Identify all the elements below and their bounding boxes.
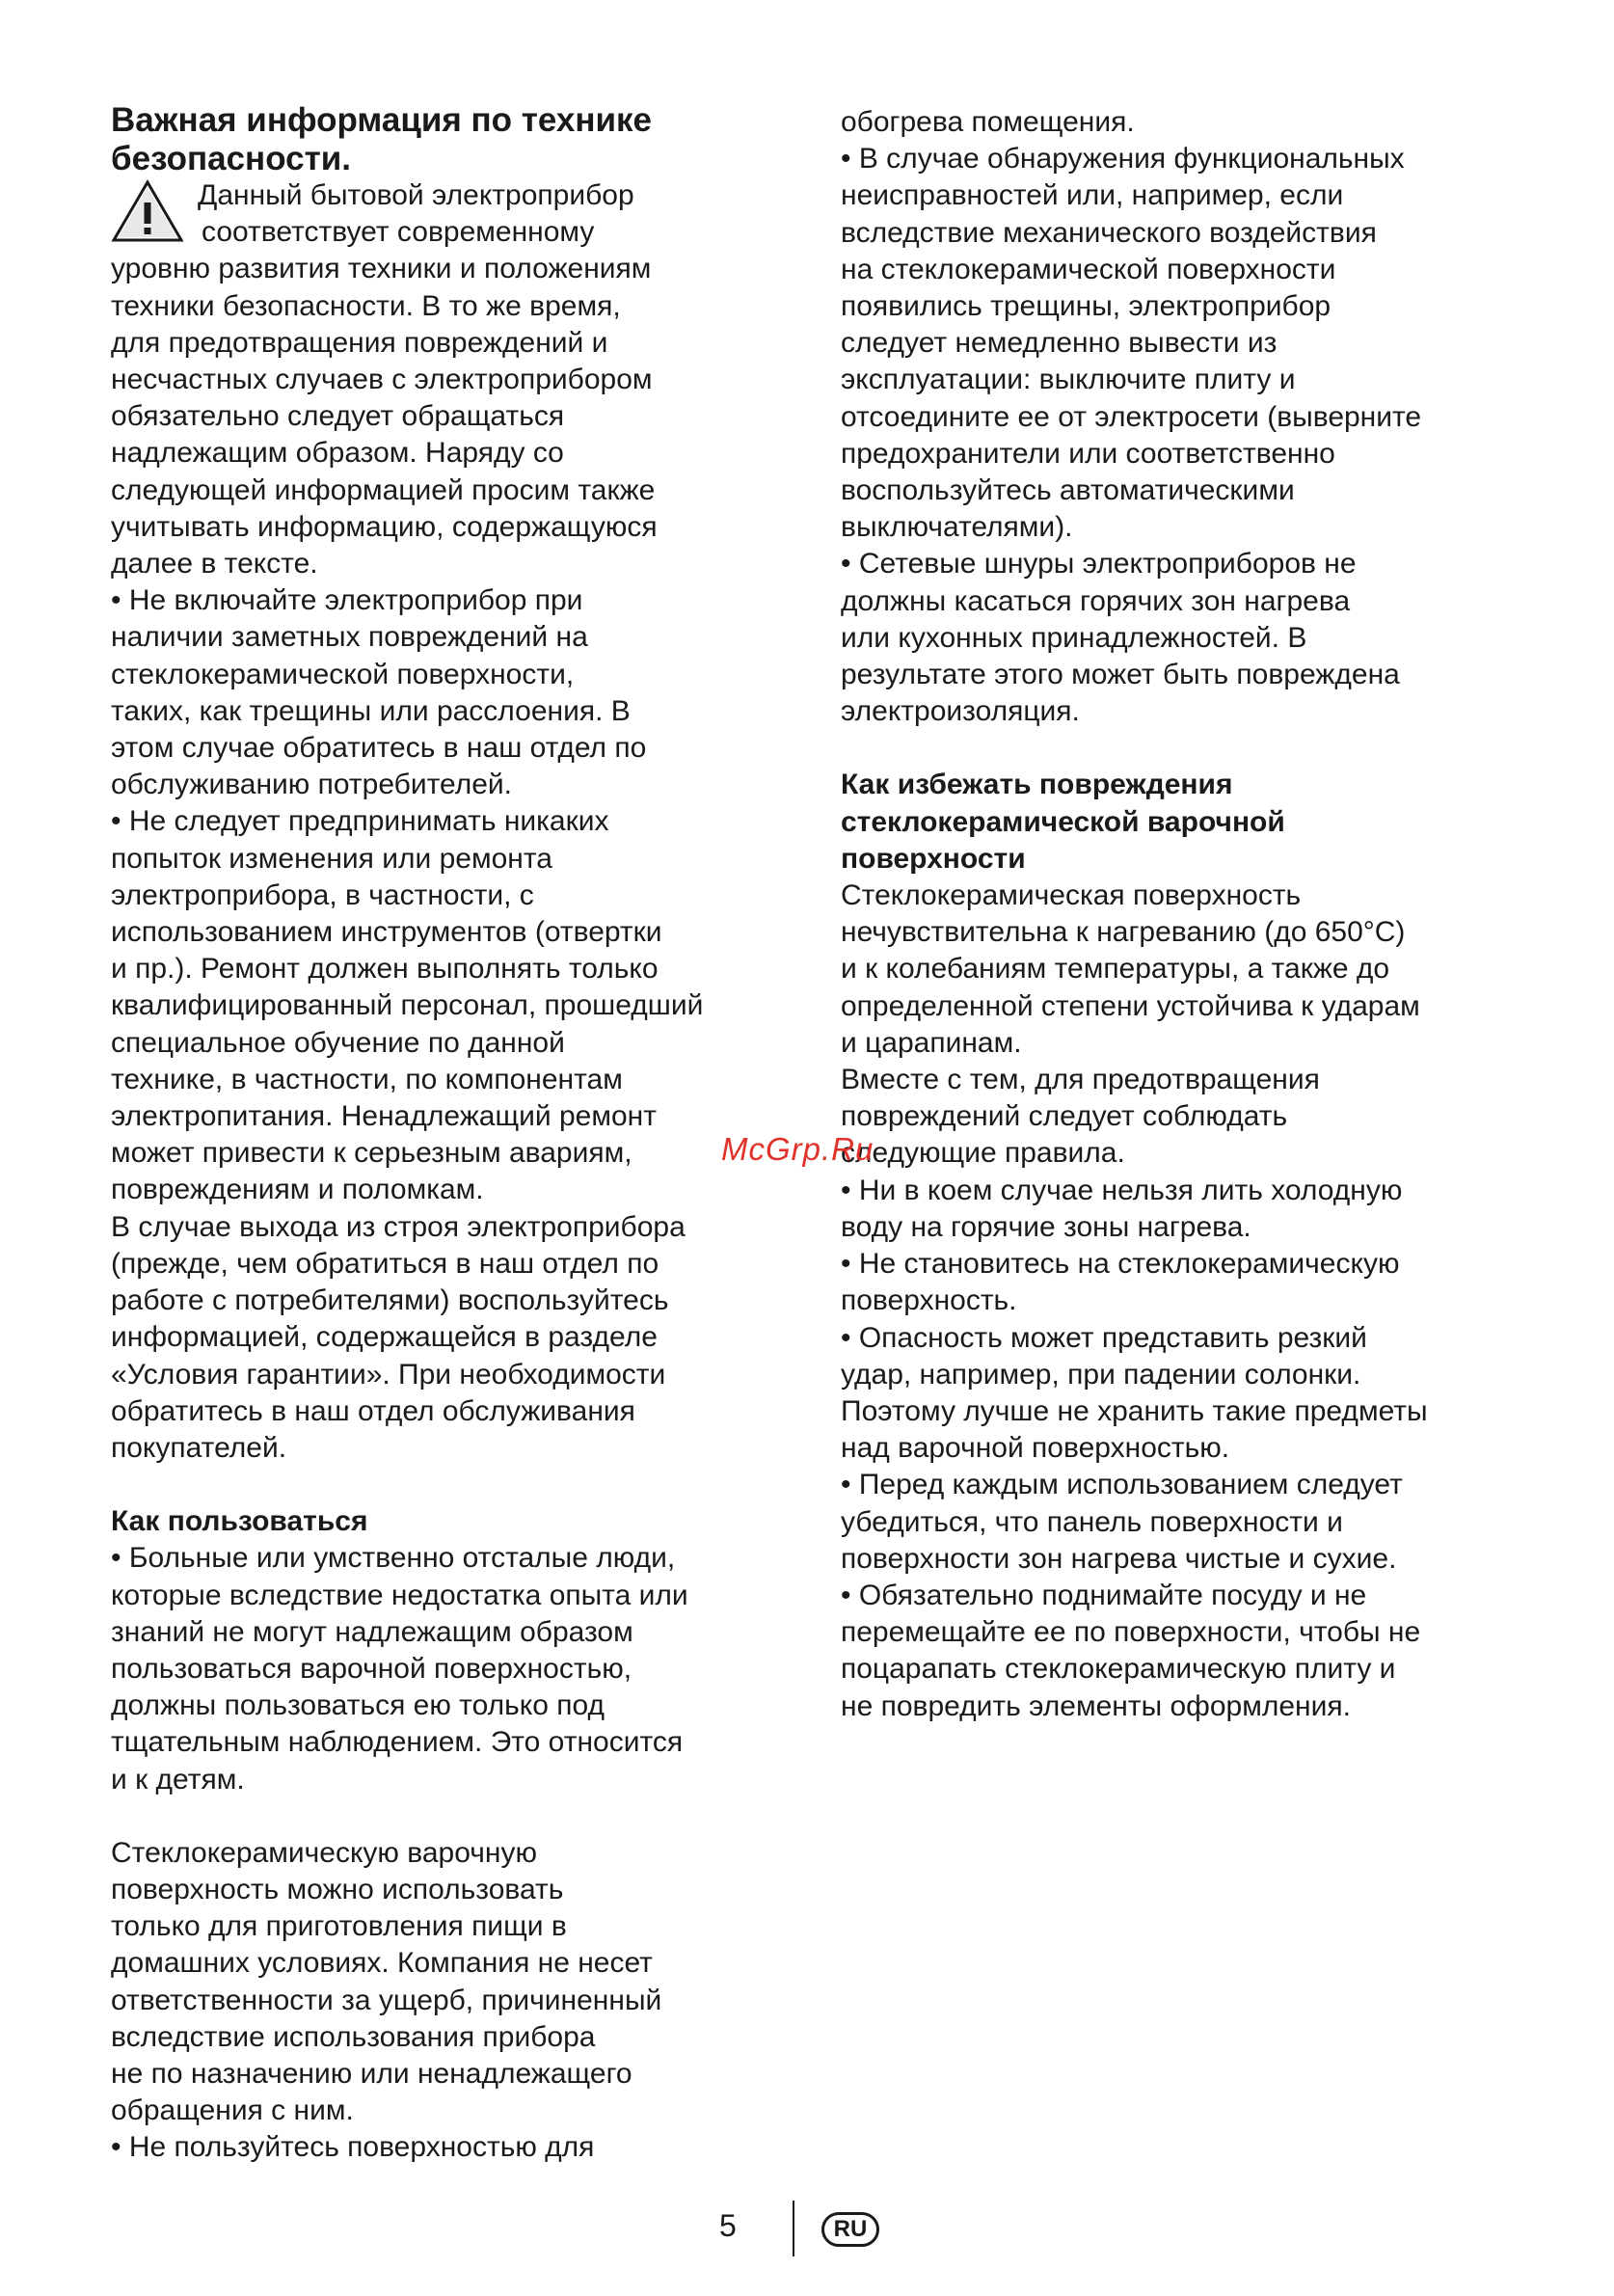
- text-line: работе с потребителями) воспользуйтесь: [111, 1284, 669, 1317]
- text-line: • Не становитесь на стеклокерамическую: [841, 1248, 1400, 1281]
- damage-section: [841, 878, 1535, 1725]
- text-line: • Обязательно поднимайте посуду и не: [841, 1579, 1367, 1611]
- text-line: • Не следует предпринимать никаких: [111, 805, 609, 838]
- text-line: следующие правила.: [841, 1137, 1125, 1170]
- text-line: несчастных случаев с электроприбором: [111, 364, 653, 396]
- text-line: воду на горячие зоны нагрева.: [841, 1210, 1251, 1243]
- text-line: покупателей.: [111, 1431, 287, 1464]
- text-line: над варочной поверхностью.: [841, 1432, 1230, 1465]
- text-line: • Не включайте электроприбор при: [111, 584, 583, 617]
- text-line: и к колебаниям температуры, а также до: [841, 953, 1390, 986]
- text-line: должны касаться горячих зон нагрева: [841, 584, 1351, 617]
- usage-heading: Как пользоваться: [111, 1505, 368, 1538]
- text-line: (прежде, чем обратиться в наш отдел по: [111, 1247, 659, 1280]
- text-line: обращения с ним.: [111, 2094, 354, 2127]
- text-line: должны пользоваться ею только под: [111, 1689, 605, 1722]
- text-line: вследствие использования прибора: [111, 2020, 596, 2053]
- text-line: поверхности зон нагрева чистые и сухие.: [841, 1542, 1397, 1575]
- text-line: поверхность.: [841, 1284, 1017, 1317]
- footer-divider: [793, 2201, 794, 2256]
- text-line: • Опасность может представить резкий: [841, 1321, 1367, 1354]
- text-line: поцарапать стеклокерамическую плиту и: [841, 1653, 1396, 1686]
- text-line: В случае выхода из строя электроприбора: [111, 1210, 686, 1243]
- usage-section: [111, 1540, 805, 1797]
- text-line: Поэтому лучше не хранить такие предметы: [841, 1394, 1428, 1427]
- text-line: электроприбора, в частности, с: [111, 878, 534, 911]
- text-line: обогрева помещения.: [841, 106, 1135, 138]
- text-line: • Перед каждым использованием следует: [841, 1469, 1403, 1501]
- text-line: далее в тексте.: [111, 548, 318, 581]
- text-line: • Не пользуйтесь поверхностью для: [111, 2131, 595, 2164]
- text-line: нечувствительна к нагреванию (до 650°C): [841, 916, 1406, 949]
- damage-heading: [841, 767, 1535, 878]
- text-line: квалифицированный персонал, прошедший: [111, 989, 704, 1022]
- text-line: эксплуатации: выключите плиту и: [841, 364, 1296, 396]
- text-line: может привести к серьезным авариям,: [111, 1137, 632, 1170]
- text-line: обслуживанию потребителей.: [111, 769, 513, 801]
- text-line: технике, в частности, по компонентам: [111, 1063, 623, 1095]
- text-line: не по назначению или ненадлежащего: [111, 2057, 632, 2090]
- text-line: перемещайте ее по поверхности, чтобы не: [841, 1616, 1421, 1649]
- text-line: использованием инструментов (отвертки: [111, 916, 662, 949]
- text-line: выключателями).: [841, 511, 1073, 544]
- text-line: наличии заметных повреждений на: [111, 621, 588, 654]
- text-line: поверхность можно использовать: [111, 1873, 564, 1905]
- text-line: соответствует современному: [202, 216, 595, 249]
- text-line: Как избежать повреждения: [841, 769, 1233, 801]
- text-line: Стеклокерамическую варочную: [111, 1836, 537, 1869]
- language-badge: RU: [821, 2212, 879, 2247]
- text-line: • Ни в коем случае нельзя лить холодную: [841, 1174, 1403, 1206]
- spacer: [111, 1798, 805, 1835]
- text-line: вследствие механического воздействия: [841, 216, 1377, 249]
- text-line: Вместе с тем, для предотвращения: [841, 1064, 1320, 1096]
- text-line: и к детям.: [111, 1763, 245, 1796]
- text-line: только для приготовления пищи в: [111, 1910, 567, 1943]
- text-line: убедиться, что панель поверхности и: [841, 1505, 1343, 1538]
- text-line: уровню развития техники и положениям: [111, 253, 652, 285]
- page-title: [111, 98, 805, 181]
- text-line: знаний не могут надлежащим образом: [111, 1615, 633, 1648]
- intro-indented: [111, 177, 805, 251]
- spacer: [111, 1467, 805, 1503]
- text-line: стеклокерамической варочной: [841, 805, 1285, 838]
- title-line: безопасности.: [111, 140, 351, 177]
- intro-rest: [111, 251, 805, 1467]
- text-line: специальное обучение по данной: [111, 1026, 565, 1059]
- text-line: таких, как трещины или расслоения. В: [111, 694, 631, 727]
- text-line: • Больные или умственно отсталые люди,: [111, 1542, 676, 1575]
- right-column: [841, 104, 1535, 1725]
- text-line: следует немедленно вывести из: [841, 327, 1278, 360]
- intro-block: [111, 177, 805, 251]
- text-line: неисправностей или, например, если: [841, 179, 1344, 212]
- text-line: воспользуйтесь автоматическими: [841, 474, 1295, 507]
- text-line: определенной степени устойчива к ударам: [841, 989, 1420, 1022]
- text-line: пользоваться варочной поверхностью,: [111, 1652, 632, 1685]
- text-line: поверхности: [841, 842, 1026, 875]
- text-line: «Условия гарантии». При необходимости: [111, 1358, 666, 1391]
- text-line: удар, например, при падении солонки.: [841, 1358, 1361, 1391]
- text-line: надлежащим образом. Наряду со: [111, 437, 564, 470]
- text-line: тщательным наблюдением. Это относится: [111, 1726, 684, 1759]
- text-line: попыток изменения или ремонта: [111, 842, 552, 875]
- text-line: стеклокерамической поверхности,: [111, 658, 575, 690]
- text-line: информацией, содержащейся в разделе: [111, 1321, 658, 1354]
- text-line: и пр.). Ремонт должен выполнять только: [111, 953, 659, 986]
- text-line: электропитания. Ненадлежащий ремонт: [111, 1100, 657, 1133]
- text-line: которые вследствие недостатка опыта или: [111, 1579, 688, 1611]
- title-line: Важная информация по технике: [111, 101, 652, 139]
- text-line: домашних условиях. Компания не несет: [111, 1947, 653, 1980]
- text-line: • Сетевые шнуры электроприборов не: [841, 548, 1357, 581]
- left-column: [111, 98, 805, 2167]
- text-line: обязательно следует обращаться: [111, 400, 565, 433]
- text-line: этом случае обратитесь в наш отдел по: [111, 732, 647, 765]
- text-line: повреждениям и поломкам.: [111, 1174, 484, 1206]
- page-number: 5: [719, 2208, 737, 2243]
- watermark: McGrp.Ru: [721, 1131, 874, 1167]
- text-line: электроизоляция.: [841, 695, 1080, 728]
- text-line: учитывать информацию, содержащуюся: [111, 510, 658, 543]
- text-line: или кухонных принадлежностей. В: [841, 621, 1307, 654]
- text-line: ответственности за ущерб, причиненный: [111, 1984, 662, 2016]
- text-line: предохранители или соответственно: [841, 437, 1335, 470]
- text-line: не повредить элементы оформления.: [841, 1689, 1351, 1722]
- text-line: повреждений следует соблюдать: [841, 1100, 1288, 1133]
- safety-continued: [841, 104, 1535, 730]
- text-line: результате этого может быть повреждена: [841, 659, 1400, 691]
- usage-section-2: [111, 1835, 805, 2167]
- text-line: для предотвращения повреждений и: [111, 326, 608, 359]
- text-line: отсоедините ее от электросети (выверните: [841, 400, 1422, 433]
- text-line: следующей информацией просим также: [111, 473, 656, 506]
- warning-triangle-icon: [111, 179, 184, 243]
- text-line: • В случае обнаружения функциональных: [841, 143, 1405, 176]
- text-line: появились трещины, электроприбор: [841, 290, 1332, 323]
- text-line: Стеклокерамическая поверхность: [841, 879, 1302, 912]
- text-line: на стеклокерамической поверхности: [841, 253, 1336, 285]
- text-line: обратитесь в наш отдел обслуживания: [111, 1394, 635, 1427]
- text-line: и царапинам.: [841, 1026, 1022, 1059]
- text-line: техники безопасности. В то же время,: [111, 289, 621, 322]
- spacer: [841, 730, 1535, 767]
- text-line: Данный бытовой электроприбор: [198, 179, 634, 211]
